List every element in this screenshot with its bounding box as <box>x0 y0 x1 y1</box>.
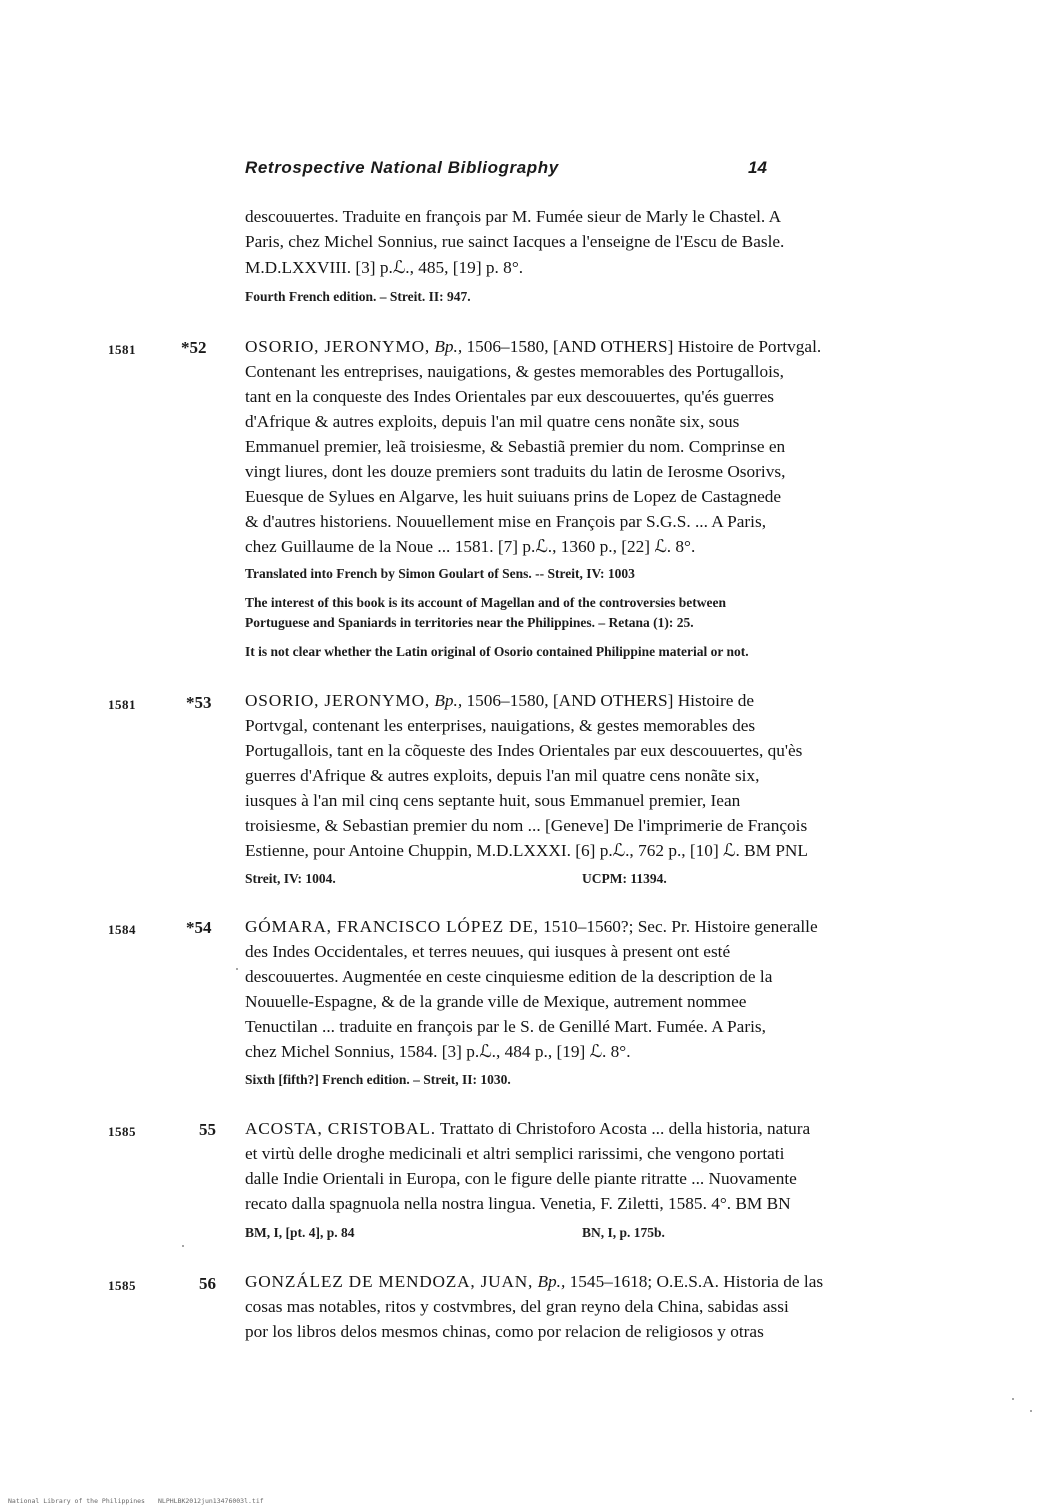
text-line: recato dalla spagnuola nella nostra lingua. Venetia, F. Ziletti, 1585. 4°. BM BN <box>245 1194 791 1213</box>
text-line: M.D.LXXVIII. [3] p.ℒ., 485, [19] p. 8°. <box>245 258 524 277</box>
text-line: troisiesme, & Sebastian premier du nom ... [Geneve] De l'imprimerie de François <box>245 816 808 835</box>
entry-note: Portuguese and Spaniards in territories near the Philippines. – Retana (1): 25. <box>245 615 694 630</box>
text-line: cosas mas notables, ritos y costvmbres, del gran reyno dela China, sabidas assi <box>245 1297 789 1316</box>
scan-speck <box>1012 1398 1014 1400</box>
entry-note: UCPM: 11394. <box>582 871 667 886</box>
text-line: iusques à l'an mil cinq cens septante huit, sous Emmanuel premier, Iean <box>245 791 741 810</box>
page-number: 14 <box>748 158 767 177</box>
entry-note: Sixth [fifth?] French edition. – Streit, II: 1030. <box>245 1072 511 1087</box>
text-line: & d'autres historiens. Nouuellement mise en François par S.G.S. ... A Paris, <box>245 512 767 531</box>
author-name: ACOSTA, CRISTOBAL. <box>245 1119 436 1138</box>
text-line: Tenuctilan ... traduite en françois par le S. de Genillé Mart. Fumée. A Paris, <box>245 1017 766 1036</box>
text-line: descouuertes. Traduite en françois par M. Fumée sieur de Marly le Chastel. A <box>245 207 782 226</box>
author-name: OSORIO, JERONYMO, <box>245 337 430 356</box>
text-line: chez Michel Sonnius, 1584. [3] p.ℒ., 484 p., [19] ℒ. 8°. <box>245 1042 631 1061</box>
text-line: Euesque de Sylues en Algarve, les huit suiuans prins de Lopez de Castagnede <box>245 487 782 506</box>
entry-year: 1581 <box>108 697 136 712</box>
entry-note: Translated into French by Simon Goulart of Sens. -- Streit, IV: 1003 <box>245 566 635 581</box>
entry-heading <box>245 688 754 713</box>
text-line: descouuertes. Augmentée en ceste cinquiesme edition de la description de la <box>245 967 773 986</box>
text-line: Contenant les entreprises, nauigations, & gestes memorables des Portugallois, <box>245 362 784 381</box>
text-line: d'Afrique & autres exploits, depuis l'an mil quatre cens nonãte six, sous <box>245 412 740 431</box>
text-line: Portvgal, contenant les enterprises, nauigations, & gestes memorables des <box>245 716 756 735</box>
text-line: tant en la conqueste des Indes Orientales par eux descouuertes, qu'és guerres <box>245 387 775 406</box>
text-line: et virtù delle droghe medicinali et altri semplici rarissimi, che vengono portati <box>245 1144 785 1163</box>
entry-year: 1584 <box>108 922 136 937</box>
text-line: vingt liures, dont les douze premiers sont traduits du latin de Ierosme Osorivs, <box>245 462 786 481</box>
text-line: 1506–1580, [AND OTHERS] Histoire de <box>462 691 755 710</box>
scan-speck <box>1030 1410 1032 1412</box>
entry-note: Fourth French edition. – Streit. II: 947. <box>245 289 471 304</box>
text-line: 1545–1618; O.E.S.A. Historia de las <box>565 1272 824 1291</box>
text-line: Paris, chez Michel Sonnius, rue sainct Iacques a l'enseigne de l'Escu de Basle. <box>245 232 785 251</box>
entry-year: 1585 <box>108 1278 136 1293</box>
text-line: des Indes Occidentales, et terres neuues, qui iusques à present ont esté <box>245 942 731 961</box>
entry-year: 1581 <box>108 342 136 357</box>
scan-speck <box>182 1245 184 1247</box>
author-title: Bp., <box>434 337 463 356</box>
entry-note: The interest of this book is its account of Magellan and of the controversies between <box>245 595 726 610</box>
text-line: guerres d'Afrique & autres exploits, depuis l'an mil quatre cens nonãte six, <box>245 766 760 785</box>
footer-filename: NLPHLBK2012jun13476003l.tif <box>158 1497 264 1505</box>
footer-library: National Library of the Philippines <box>8 1497 145 1505</box>
text-line: por los libros delos mesmos chinas, como por relacion de religiosos y otras <box>245 1322 764 1341</box>
scan-speck <box>236 968 238 970</box>
entry-heading <box>245 1116 810 1141</box>
author-name: OSORIO, JERONYMO, <box>245 691 430 710</box>
entry-heading <box>245 334 821 359</box>
entry-note: Streit, IV: 1004. <box>245 871 336 886</box>
entry-number: *52 <box>181 338 207 357</box>
entry-number: *54 <box>186 918 212 937</box>
author-name: GÓMARA, FRANCISCO LÓPEZ DE, <box>245 917 539 936</box>
text-line: chez Guillaume de la Noue ... 1581. [7] p.ℒ., 1360 p., [22] ℒ. 8°. <box>245 537 696 556</box>
entry-heading <box>245 914 818 939</box>
entry-note: It is not clear whether the Latin original of Osorio contained Philippine material or not. <box>245 644 749 659</box>
entry-number: *53 <box>186 693 212 712</box>
entry-number: 55 <box>199 1120 216 1139</box>
author-title: Bp., <box>537 1272 566 1291</box>
header-title: Retrospective National Bibliography <box>245 158 559 177</box>
entry-note: BM, I, [pt. 4], p. 84 <box>245 1225 355 1240</box>
text-line: dalle Indie Orientali in Europa, con le figure delle piante ritratte ... Nuovamente <box>245 1169 797 1188</box>
entry-number: 56 <box>199 1274 216 1293</box>
text-line: Emmanuel premier, leã troisiesme, & Sebastiã premier du nom. Comprinse en <box>245 437 786 456</box>
author-title: Bp., <box>434 691 463 710</box>
text-line: 1510–1560?; Sec. Pr. Histoire generalle <box>538 917 818 936</box>
text-line: Portugallois, tant en la cõqueste des Indes Orientales par eux descouuertes, qu'ès <box>245 741 803 760</box>
text-line: 1506–1580, [AND OTHERS] Histoire de Portvgal. <box>462 337 822 356</box>
text-line: Nouuelle-Espagne, & de la grande ville de Mexique, autrement nommee <box>245 992 747 1011</box>
entry-year: 1585 <box>108 1124 136 1139</box>
entry-note: BN, I, p. 175b. <box>582 1225 665 1240</box>
text-line: Estienne, pour Antoine Chuppin, M.D.LXXXI. [6] p.ℒ., 762 p., [10] ℒ. BM PNL <box>245 841 808 860</box>
text-line: Trattato di Christoforo Acosta ... della historia, natura <box>435 1119 811 1138</box>
entry-heading <box>245 1269 823 1294</box>
author-name: GONZÁLEZ DE MENDOZA, JUAN, <box>245 1272 534 1291</box>
